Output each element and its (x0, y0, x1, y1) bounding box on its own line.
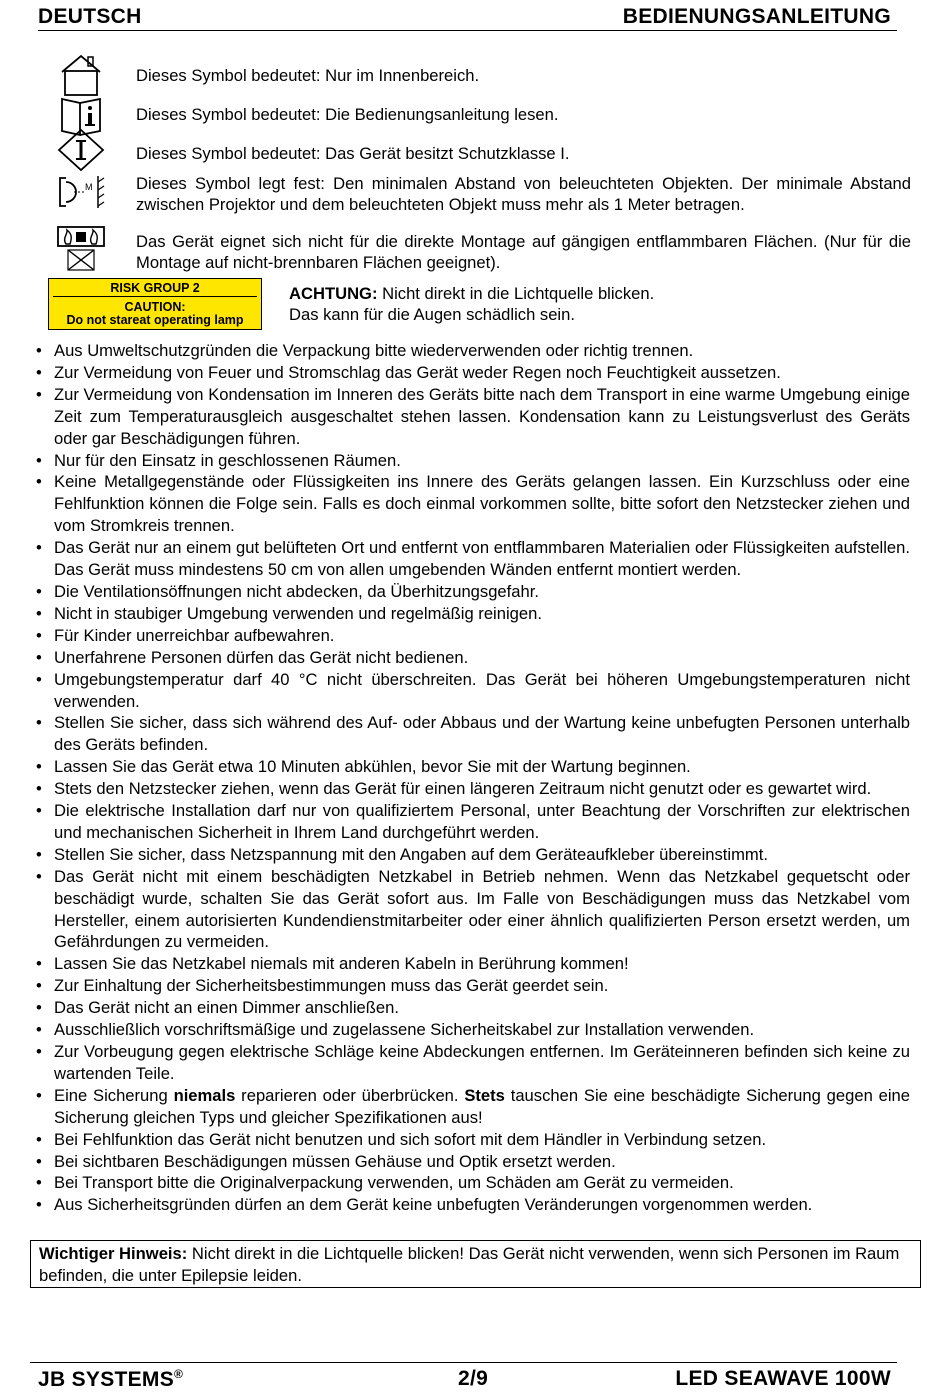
protection-class-icon (52, 128, 110, 172)
list-item: • Das Gerät nicht an einen Dimmer anschließen. (28, 997, 910, 1019)
achtung-line1: Nicht direkt in die Lichtquelle blicken. (377, 284, 655, 303)
list-item: • Zur Vorbeugung gegen elektrische Schläge keine Abdeckungen entfernen. Im Geräteinneren befinden sich keine zu wartenden Teile. (28, 1041, 910, 1085)
list-item: • Bei sichtbaren Beschädigungen müssen Gehäuse und Optik ersetzt werden. (28, 1151, 910, 1173)
notice-bold: Wichtiger Hinweis: (39, 1244, 188, 1263)
page-header (38, 2, 897, 31)
list-item: • Zur Vermeidung von Kondensation im Inneren des Geräts bitte nach dem Transport in eine warme Umgebung einige Zeit zum Temperaturausgleich ausgeschaltet stehen lassen. Kondensation kann zu Leistungsverlust des Geräts oder gar Beschädigungen führen. (28, 384, 910, 450)
list-item: • Das Gerät nur an einem gut belüfteten Ort und entfernt von entflammbaren Materialien oder Flüssigkeiten aufstellen. Das Gerät muss mindestens 50 cm von allen umgebenden Wänden entfernt montiert werden. (28, 537, 910, 581)
list-item: • Stellen Sie sicher, dass Netzspannung mit den Angaben auf dem Geräteaufkleber übereinstimmt. (28, 844, 910, 866)
symbol-manual-text: Dieses Symbol bedeutet: Die Bedienungsanleitung lesen. (136, 105, 559, 124)
svg-text:M: M (85, 182, 93, 192)
registered-mark: ® (174, 1367, 184, 1381)
list-item: • Ausschließlich vorschriftsmäßige und zugelassene Sicherheitskabel zur Installation verwenden. (28, 1019, 910, 1041)
notice-text: Nicht direkt in die Lichtquelle blicken! Das Gerät nicht verwenden, wenn sich Personen im Raum befinden, die unter Epilepsie leiden. (39, 1244, 900, 1285)
symbol-indoor-text: Dieses Symbol bedeutet: Nur im Innenbereich. (136, 66, 480, 85)
fuse-list-item (28, 1085, 910, 1129)
achtung-bold: ACHTUNG: (289, 284, 378, 303)
list-item: • Umgebungstemperatur darf 40 °C nicht überschreiten. Das Gerät bei höheren Umgebungstemperaturen nicht verwenden. (28, 669, 910, 713)
risk-group-title: RISK GROUP 2 (110, 281, 200, 295)
list-item: • Das Gerät nicht mit einem beschädigten Netzkabel in Betrieb nehmen. Wenn das Netzkabel gequetscht oder beschädigt wurde, schalten Sie das Gerät sofort aus. Im Falle von Beschädigungen muss das Netzkabel vom Hersteller, einem autorisierten Kundendienstmitarbeiter oder einer ähnlich qualifizierten Person ersetzt werden, um Gefährdungen zu vermeiden. (28, 866, 910, 954)
symbol-class-text: Dieses Symbol bedeutet: Das Gerät besitzt Schutzklasse I. (136, 144, 570, 163)
list-item: • Aus Sicherheitsgründen dürfen an dem Gerät keine unbefugten Veränderungen vorgenommen werden. (28, 1194, 910, 1216)
important-notice-box (30, 1240, 921, 1288)
list-item: • Stets den Netzstecker ziehen, wenn das Gerät für einen längeren Zeitraum nicht genutzt oder es gewartet wird. (28, 778, 910, 800)
achtung-notice (289, 283, 889, 325)
symbol-flammable-text: Das Gerät eignet sich nicht für die direkte Montage auf gängigen entflammbaren Flächen. (Nur für die Montage auf nicht-brennbaren Flächen geeignet). (136, 232, 911, 272)
list-item: • Nicht in staubiger Umgebung verwenden und regelmäßig reinigen. (28, 603, 910, 625)
fuse-text-2: reparieren oder überbrücken. (235, 1085, 465, 1105)
brand-name: JB SYSTEMS (38, 1368, 175, 1391)
page-number: 2/9 (458, 1367, 489, 1390)
footer-model: LED SEAWAVE 100W (675, 1367, 891, 1390)
list-item: • Stellen Sie sicher, dass sich während des Auf- oder Abbaus und der Wartung keine unbefugten Personen unterhalb des Geräts befinden. (28, 712, 910, 756)
list-item: • Die Ventilationsöffnungen nicht abdecken, da Überhitzungsgefahr. (28, 581, 910, 603)
list-item: • Bei Transport bitte die Originalverpackung verwenden, um Schäden am Gerät zu vermeiden. (28, 1172, 910, 1194)
list-item: • Für Kinder unerreichbar aufbewahren. (28, 625, 910, 647)
list-item: • Aus Umweltschutzgründen die Verpackung bitte wiederverwenden oder richtig trennen. (28, 340, 910, 362)
fuse-bold-stets: Stets (464, 1085, 505, 1105)
indoor-house-icon (52, 52, 110, 96)
fuse-text-3: tauschen Sie eine beschädigte Sicherung gegen eine Sicherung gleichen Typs und gleicher Spezifikationen aus! (54, 1085, 911, 1127)
header-language: DEUTSCH (38, 5, 142, 28)
safety-list (28, 340, 910, 1216)
no-flammable-surface-icon (52, 224, 110, 274)
page-footer (30, 1362, 897, 1397)
list-item: • Lassen Sie das Netzkabel niemals mit anderen Kabeln in Berührung kommen! (28, 953, 910, 975)
risk-caution: CAUTION: (124, 300, 186, 314)
list-item: • Zur Einhaltung der Sicherheitsbestimmungen muss das Gerät geerdet sein. (28, 975, 910, 997)
risk-warning: Do not stareat operating lamp (66, 313, 244, 327)
risk-group-label (48, 278, 262, 330)
footer-brand (38, 1367, 183, 1392)
header-title: BEDIENUNGSANLEITUNG (622, 5, 891, 28)
achtung-line2: Das kann für die Augen schädlich sein. (289, 305, 575, 324)
fuse-text-1: Eine Sicherung (54, 1085, 174, 1105)
list-item: • Nur für den Einsatz in geschlossenen Räumen. (28, 450, 910, 472)
list-item: • Zur Vermeidung von Feuer und Stromschlag das Gerät weder Regen noch Feuchtigkeit aussetzen. (28, 362, 910, 384)
minimum-distance-icon (52, 170, 110, 214)
list-item: • Keine Metallgegenstände oder Flüssigkeiten ins Innere des Geräts gelangen lassen. Ein Kurzschluss oder eine Fehlfunktion können die Folge sein. Falls es doch einmal vorkommen sollte, bitte sofort den Netzstecker ziehen und vom Stromkreis trennen. (28, 471, 910, 537)
fuse-bold-niemals: niemals (173, 1085, 236, 1105)
list-item: • Lassen Sie das Gerät etwa 10 Minuten abkühlen, bevor Sie mit der Wartung beginnen. (28, 756, 910, 778)
symbol-distance-text: Dieses Symbol legt fest: Den minimalen Abstand von beleuchteten Objekten. Der minimale Abstand zwischen Projektor und dem beleuchteten Objekt muss mehr als 1 Meter betragen. (136, 174, 911, 214)
list-item: • Bei Fehlfunktion das Gerät nicht benutzen und sich sofort mit dem Händler in Verbindung setzen. (28, 1129, 910, 1151)
list-item: • Unerfahrene Personen dürfen das Gerät nicht bedienen. (28, 647, 910, 669)
risk-label-divider (53, 296, 257, 297)
list-item: • Die elektrische Installation darf nur von qualifiziertem Personal, unter Beachtung der Vorschriften zur elektrischen und mechanischen Sicherheit in Ihrem Land durchgeführt werden. (28, 800, 910, 844)
